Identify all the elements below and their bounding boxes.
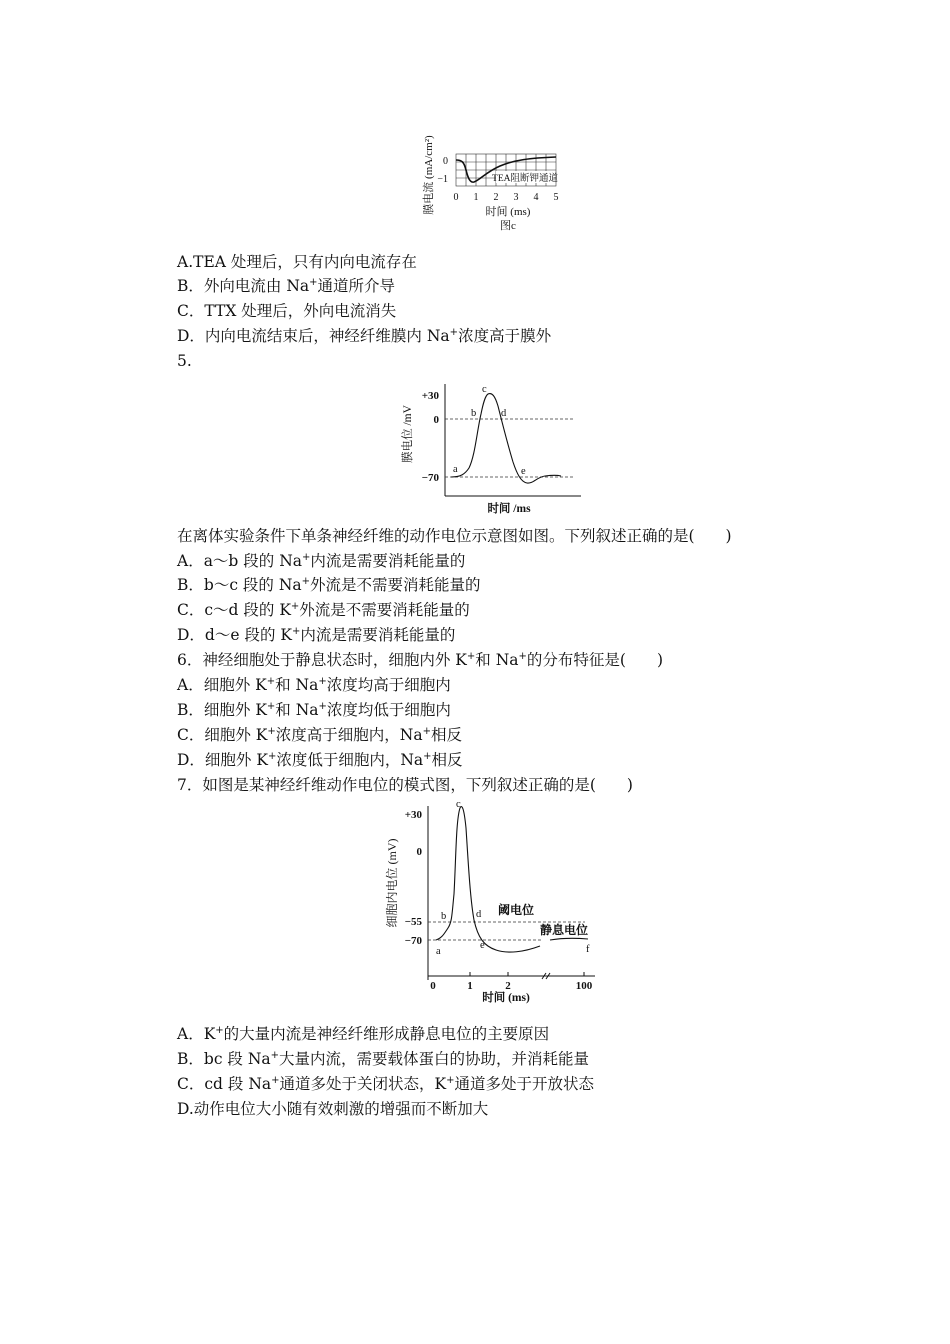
q7-point-d: d (476, 909, 482, 920)
q6-option-a: A．细胞外 K+和 Na+浓度均高于细胞内 (177, 676, 451, 694)
q5-option-c: C．c～d 段的 K+外流是不需要消耗能量的 (177, 601, 470, 619)
q5-option-a: A．a～b 段的 Na+内流是需要消耗能量的 (177, 552, 466, 570)
figure-c-y-tick-1: −1 (437, 174, 448, 185)
q7-point-c: c (456, 799, 461, 810)
q5-point-a: a (453, 464, 458, 475)
q7-y-tick-30: +30 (404, 809, 422, 821)
q7-x-tick-1: 1 (467, 980, 473, 992)
figure-c-caption: 图c (500, 220, 516, 232)
q5-point-d: d (501, 408, 507, 419)
q7-option-a: A．K+的大量内流是神经纤维形成静息电位的主要原因 (177, 1025, 550, 1043)
q6-stem: 6．神经细胞处于静息状态时，细胞内外 K+和 Na+的分布特征是( ) (177, 651, 663, 669)
q4-option-c: C．TTX 处理后，外向电流消失 (177, 302, 397, 320)
q7-x-tick-100: 100 (575, 980, 593, 992)
q7-x-tick-0: 0 (430, 980, 436, 992)
figure-c-x-tick-0: 0 (453, 192, 459, 203)
q4-option-b: B．外向电流由 Na+通道所介导 (177, 277, 396, 295)
q5-stem: 在离体实验条件下单条神经纤维的动作电位示意图如图。下列叙述正确的是( ) (177, 527, 732, 545)
q6-option-b: B．细胞外 K+和 Na+浓度均低于细胞内 (177, 701, 451, 719)
figure-c-x-tick-4: 4 (533, 192, 539, 203)
q6-option-c: C．细胞外 K+浓度高于细胞内，Na+相反 (177, 726, 462, 744)
figure-c-y-tick-0: 0 (443, 156, 448, 167)
q6-option-d: D．细胞外 K+浓度低于细胞内，Na+相反 (177, 751, 463, 769)
figure-c-x-label: 时间 (ms) (485, 206, 531, 218)
figure-c-x-tick-5: 5 (553, 192, 559, 203)
q5-action-potential-chart (395, 376, 590, 518)
figure-c-x-tick-1: 1 (473, 192, 479, 203)
q5-y-tick-30: +30 (421, 390, 439, 402)
q5-y-tick-0: 0 (433, 414, 439, 426)
q7-y-tick-70: −70 (404, 935, 422, 947)
figure-c-membrane-current (410, 120, 570, 238)
q5-x-label: 时间 /ms (487, 503, 531, 515)
q7-resting-label: 静息电位 (540, 923, 589, 937)
q7-option-d: D.动作电位大小随有效刺激的增强而不断加大 (177, 1100, 489, 1118)
q7-option-b: B．bc 段 Na+大量内流，需要载体蛋白的协助，并消耗能量 (177, 1050, 590, 1068)
q7-y-tick-0: 0 (416, 846, 422, 858)
q5-option-d: D．d～e 段的 K+内流是需要消耗能量的 (177, 626, 456, 644)
q5-y-label: 膜电位 /mV (402, 405, 414, 463)
figure-c-x-tick-3: 3 (513, 192, 519, 203)
q4-option-d: D．内向电流结束后，神经纤维膜内 Na+浓度高于膜外 (177, 327, 552, 345)
q7-y-tick-55: −55 (404, 916, 422, 928)
q7-point-a: a (436, 946, 441, 957)
q7-x-tick-2: 2 (505, 980, 511, 992)
q5-y-tick-70: −70 (421, 472, 439, 484)
q5-number: 5. (177, 352, 192, 370)
q7-action-potential-chart (380, 798, 600, 1006)
q7-point-b: b (441, 911, 447, 922)
q7-threshold-label: 阈电位 (498, 903, 535, 917)
q7-y-label: 细胞内电位 (mV) (385, 838, 399, 928)
q5-point-c: c (482, 384, 487, 395)
figure-c-annotation: TEA阻断钾通道 (492, 174, 558, 184)
figure-c-x-tick-2: 2 (493, 192, 499, 203)
q5-potential-curve (451, 394, 561, 484)
q7-x-label: 时间 (ms) (482, 992, 530, 1004)
q5-point-e: e (521, 466, 526, 477)
q7-option-c: C．cd 段 Na+通道多处于关闭状态，K+通道多处于开放状态 (177, 1075, 595, 1093)
q4-option-a: A.TEA 处理后，只有内向电流存在 (177, 253, 417, 271)
q5-point-b: b (471, 408, 477, 419)
q7-point-e: e (480, 940, 485, 951)
q7-point-f: f (586, 944, 590, 955)
figure-c-y-label: 膜电流 (mA/cm²) (423, 135, 435, 215)
q7-stem: 7．如图是某神经纤维动作电位的模式图，下列叙述正确的是( ) (177, 776, 633, 794)
q5-option-b: B．b～c 段的 Na+外流是不需要消耗能量的 (177, 576, 481, 594)
